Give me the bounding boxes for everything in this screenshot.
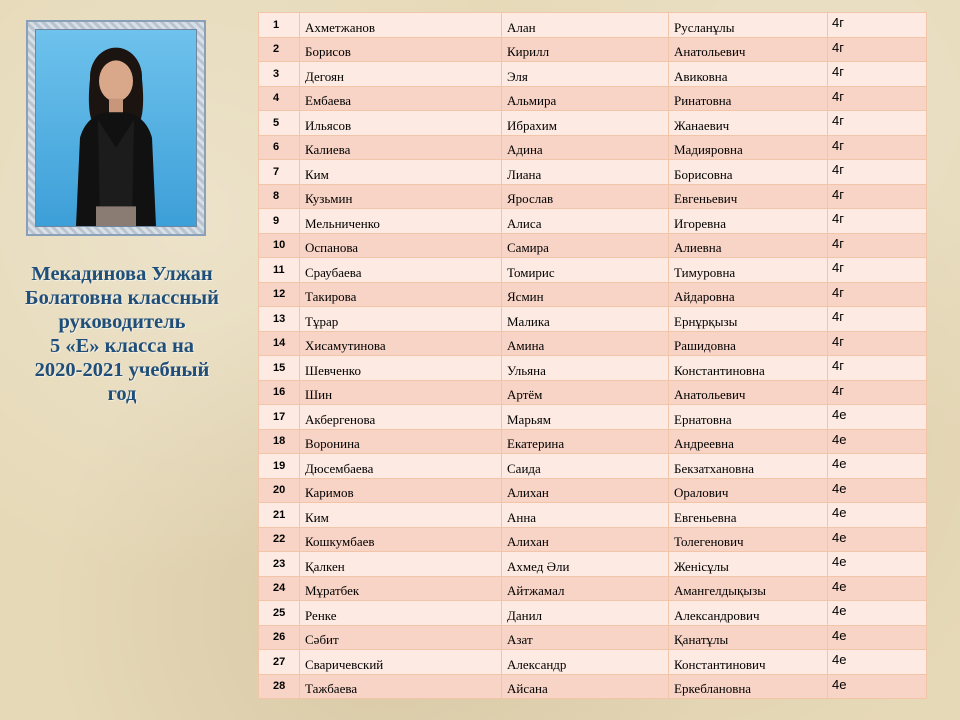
patronymic-cell: Андреевна xyxy=(669,429,828,454)
row-number: 25 xyxy=(259,601,300,626)
table-row xyxy=(259,37,927,62)
first-name-cell: Алан xyxy=(502,13,669,38)
patronymic-cell: Ернұрқызы xyxy=(669,307,828,332)
first-name-cell: Эля xyxy=(502,62,669,87)
class-cell: 4е xyxy=(828,601,927,626)
row-number: 13 xyxy=(259,307,300,332)
class-cell: 4г xyxy=(828,135,927,160)
row-number: 3 xyxy=(259,62,300,87)
patronymic-cell: Айдаровна xyxy=(669,282,828,307)
row-number: 19 xyxy=(259,454,300,479)
first-name-cell: Александр xyxy=(502,650,669,675)
surname-cell: Каримов xyxy=(300,478,502,503)
surname-cell: Кузьмин xyxy=(300,184,502,209)
surname-cell: Сәбит xyxy=(300,625,502,650)
patronymic-cell: Тимуровна xyxy=(669,258,828,283)
first-name-cell: Алихан xyxy=(502,478,669,503)
first-name-cell: Лиана xyxy=(502,160,669,185)
patronymic-cell: Анатольевич xyxy=(669,380,828,405)
surname-cell: Сраубаева xyxy=(300,258,502,283)
patronymic-cell: Еркеблановна xyxy=(669,674,828,699)
patronymic-cell: Қанатұлы xyxy=(669,625,828,650)
patronymic-cell: Константинович xyxy=(669,650,828,675)
class-cell: 4г xyxy=(828,184,927,209)
surname-cell: Ембаева xyxy=(300,86,502,111)
table-row xyxy=(259,13,927,38)
first-name-cell: Ахмед Әли xyxy=(502,552,669,577)
first-name-cell: Адина xyxy=(502,135,669,160)
surname-cell: Такирова xyxy=(300,282,502,307)
table-row xyxy=(259,625,927,650)
class-cell: 4г xyxy=(828,233,927,258)
surname-cell: Сваричевский xyxy=(300,650,502,675)
class-cell: 4е xyxy=(828,454,927,479)
row-number: 7 xyxy=(259,160,300,185)
patronymic-cell: Бекзатхановна xyxy=(669,454,828,479)
row-number: 15 xyxy=(259,356,300,381)
class-cell: 4г xyxy=(828,356,927,381)
row-number: 10 xyxy=(259,233,300,258)
class-cell: 4г xyxy=(828,111,927,136)
class-cell: 4е xyxy=(828,625,927,650)
patronymic-cell: Мадияровна xyxy=(669,135,828,160)
caption-line: 5 «Е» класса на xyxy=(49,335,195,357)
first-name-cell: Амина xyxy=(502,331,669,356)
table-row xyxy=(259,62,927,87)
caption-line: Болатовна классный xyxy=(25,287,219,309)
patronymic-cell: Толегенович xyxy=(669,527,828,552)
row-number: 6 xyxy=(259,135,300,160)
teacher-caption xyxy=(6,262,238,406)
first-name-cell: Екатерина xyxy=(502,429,669,454)
table-row xyxy=(259,527,927,552)
table-row xyxy=(259,380,927,405)
class-cell: 4е xyxy=(828,552,927,577)
row-number: 1 xyxy=(259,13,300,38)
class-cell: 4г xyxy=(828,307,927,332)
caption-line: руководитель xyxy=(58,311,186,333)
surname-cell: Ким xyxy=(300,160,502,185)
row-number: 22 xyxy=(259,527,300,552)
class-cell: 4г xyxy=(828,209,927,234)
row-number: 20 xyxy=(259,478,300,503)
row-number: 16 xyxy=(259,380,300,405)
class-cell: 4г xyxy=(828,380,927,405)
table-row xyxy=(259,111,927,136)
surname-cell: Дюсембаева xyxy=(300,454,502,479)
row-number: 8 xyxy=(259,184,300,209)
patronymic-cell: Жанаевич xyxy=(669,111,828,136)
first-name-cell: Айтжамал xyxy=(502,576,669,601)
surname-cell: Акбергенова xyxy=(300,405,502,430)
table-row xyxy=(259,650,927,675)
row-number: 21 xyxy=(259,503,300,528)
row-number: 12 xyxy=(259,282,300,307)
row-number: 24 xyxy=(259,576,300,601)
caption-line: 2020-2021 учебный xyxy=(34,359,210,381)
first-name-cell: Ибрахим xyxy=(502,111,669,136)
class-cell: 4г xyxy=(828,331,927,356)
row-number: 5 xyxy=(259,111,300,136)
class-cell: 4г xyxy=(828,62,927,87)
surname-cell: Воронина xyxy=(300,429,502,454)
first-name-cell: Малика xyxy=(502,307,669,332)
row-number: 4 xyxy=(259,86,300,111)
table-row xyxy=(259,184,927,209)
teacher-photo xyxy=(35,29,197,227)
patronymic-cell: Ринатовна xyxy=(669,86,828,111)
row-number: 23 xyxy=(259,552,300,577)
table-row xyxy=(259,552,927,577)
first-name-cell: Самира xyxy=(502,233,669,258)
table-row xyxy=(259,454,927,479)
table-row xyxy=(259,307,927,332)
surname-cell: Хисамутинова xyxy=(300,331,502,356)
patronymic-cell: Константиновна xyxy=(669,356,828,381)
student-roster-table xyxy=(258,12,927,699)
surname-cell: Тұрар xyxy=(300,307,502,332)
surname-cell: Кошкумбаев xyxy=(300,527,502,552)
table-row xyxy=(259,331,927,356)
patronymic-cell: Ернатовна xyxy=(669,405,828,430)
patronymic-cell: Евгеньевна xyxy=(669,503,828,528)
class-cell: 4г xyxy=(828,160,927,185)
class-cell: 4е xyxy=(828,576,927,601)
first-name-cell: Альмира xyxy=(502,86,669,111)
patronymic-cell: Анатольевич xyxy=(669,37,828,62)
surname-cell: Борисов xyxy=(300,37,502,62)
first-name-cell: Саида xyxy=(502,454,669,479)
first-name-cell: Айсана xyxy=(502,674,669,699)
table-row xyxy=(259,429,927,454)
class-cell: 4г xyxy=(828,13,927,38)
first-name-cell: Анна xyxy=(502,503,669,528)
surname-cell: Ильясов xyxy=(300,111,502,136)
surname-cell: Ким xyxy=(300,503,502,528)
surname-cell: Мельниченко xyxy=(300,209,502,234)
table-row xyxy=(259,356,927,381)
first-name-cell: Азат xyxy=(502,625,669,650)
table-row xyxy=(259,160,927,185)
patronymic-cell: Александрович xyxy=(669,601,828,626)
class-cell: 4е xyxy=(828,405,927,430)
patronymic-cell: Евгеньевич xyxy=(669,184,828,209)
surname-cell: Қалкен xyxy=(300,552,502,577)
patronymic-cell: Оралович xyxy=(669,478,828,503)
first-name-cell: Кирилл xyxy=(502,37,669,62)
surname-cell: Дегоян xyxy=(300,62,502,87)
class-cell: 4г xyxy=(828,86,927,111)
class-cell: 4е xyxy=(828,674,927,699)
first-name-cell: Ярослав xyxy=(502,184,669,209)
row-number: 9 xyxy=(259,209,300,234)
surname-cell: Ахметжанов xyxy=(300,13,502,38)
surname-cell: Шин xyxy=(300,380,502,405)
first-name-cell: Данил xyxy=(502,601,669,626)
table-row xyxy=(259,674,927,699)
row-number: 11 xyxy=(259,258,300,283)
table-row xyxy=(259,282,927,307)
patronymic-cell: Амангелдықызы xyxy=(669,576,828,601)
class-cell: 4г xyxy=(828,258,927,283)
surname-cell: Калиева xyxy=(300,135,502,160)
patronymic-cell: Женісұлы xyxy=(669,552,828,577)
row-number: 17 xyxy=(259,405,300,430)
patronymic-cell: Рашидовна xyxy=(669,331,828,356)
first-name-cell: Артём xyxy=(502,380,669,405)
row-number: 18 xyxy=(259,429,300,454)
class-cell: 4е xyxy=(828,650,927,675)
surname-cell: Тажбаева xyxy=(300,674,502,699)
table-row xyxy=(259,233,927,258)
first-name-cell: Ясмин xyxy=(502,282,669,307)
first-name-cell: Алихан xyxy=(502,527,669,552)
table-row xyxy=(259,209,927,234)
class-cell: 4е xyxy=(828,429,927,454)
table-row xyxy=(259,503,927,528)
caption-line: Мекадинова Улжан xyxy=(31,263,213,285)
surname-cell: Ренке xyxy=(300,601,502,626)
class-cell: 4г xyxy=(828,37,927,62)
row-number: 27 xyxy=(259,650,300,675)
class-cell: 4е xyxy=(828,478,927,503)
surname-cell: Оспанова xyxy=(300,233,502,258)
row-number: 14 xyxy=(259,331,300,356)
patronymic-cell: Авиковна xyxy=(669,62,828,87)
class-cell: 4г xyxy=(828,282,927,307)
patronymic-cell: Алиевна xyxy=(669,233,828,258)
teacher-portrait-icon xyxy=(36,30,196,226)
first-name-cell: Алиса xyxy=(502,209,669,234)
patronymic-cell: Русланұлы xyxy=(669,13,828,38)
surname-cell: Шевченко xyxy=(300,356,502,381)
row-number: 28 xyxy=(259,674,300,699)
first-name-cell: Ульяна xyxy=(502,356,669,381)
class-cell: 4е xyxy=(828,503,927,528)
table-row xyxy=(259,135,927,160)
table-row xyxy=(259,258,927,283)
caption-line: год xyxy=(107,383,137,405)
patronymic-cell: Игоревна xyxy=(669,209,828,234)
table-row xyxy=(259,405,927,430)
student-roster-body xyxy=(259,13,927,699)
teacher-photo-frame xyxy=(26,20,206,236)
class-cell: 4е xyxy=(828,527,927,552)
first-name-cell: Марьям xyxy=(502,405,669,430)
row-number: 26 xyxy=(259,625,300,650)
row-number: 2 xyxy=(259,37,300,62)
surname-cell: Мұратбек xyxy=(300,576,502,601)
table-row xyxy=(259,478,927,503)
table-row xyxy=(259,601,927,626)
table-row xyxy=(259,576,927,601)
first-name-cell: Томирис xyxy=(502,258,669,283)
table-row xyxy=(259,86,927,111)
patronymic-cell: Борисовна xyxy=(669,160,828,185)
